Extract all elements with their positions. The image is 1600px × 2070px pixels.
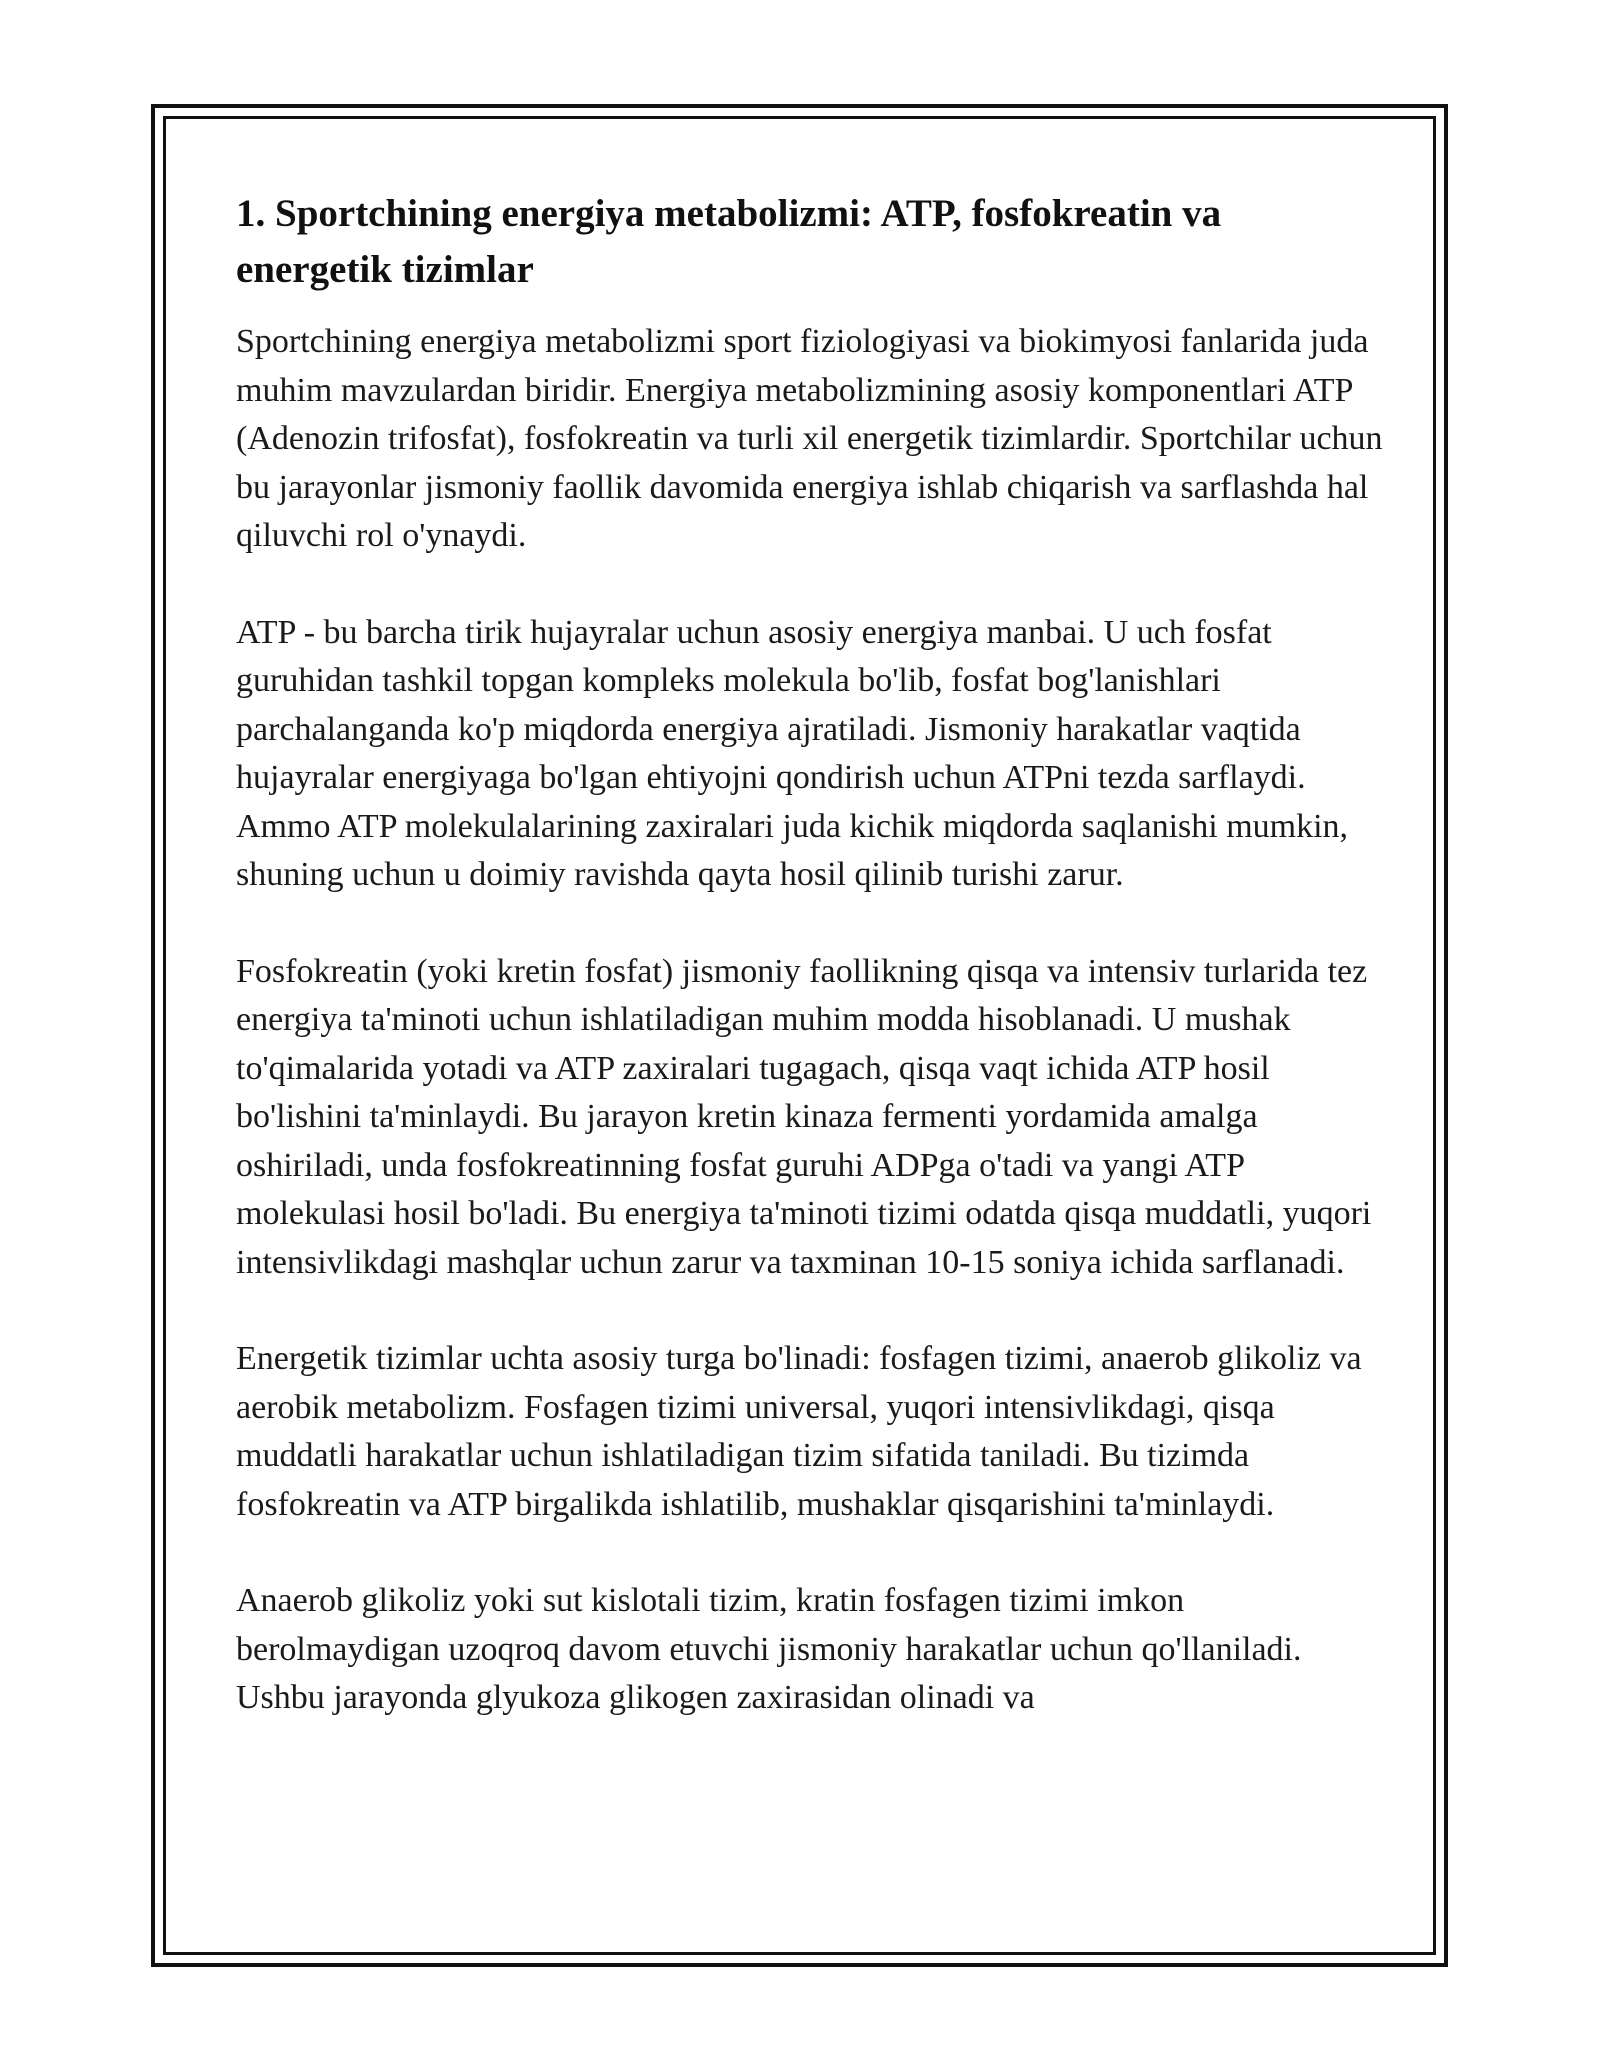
document-body: [236, 186, 1386, 1771]
paragraph-fosfokreatin: Fosfokreatin (yoki kretin fosfat) jismoniy faollikning qisqa va intensiv turlarida tez energiya ta'minoti uchun ishlatiladigan muhim modda hisoblanadi. U mushak to'qimalarida yotadi va ATP zaxiralari tugagach, qisqa vaqt ichida ATP hosil bo'lishini ta'minlaydi. Bu jarayon kretin kinaza fermenti yordamida amalga oshiriladi, unda fosfokreatinning fosfat guruhi ADPga o'tadi va yangi ATP molekulasi hosil bo'ladi. Bu energiya ta'minoti tizimi odatda qisqa muddatli, yuqori intensivlikdagi mashqlar uchun zarur va taxminan 10-15 soniya ichida sarflanadi.: [236, 952, 1372, 1281]
paragraph-anaerob-glikoliz: Anaerob glikoliz yoki sut kislotali tizim, kratin fosfagen tizimi imkon berolmaydigan uzoqroq davom etuvchi jismoniy harakatlar uchun qo'llaniladi. Ushbu jarayonda glyukoza glikogen zaxirasidan olinadi va: [236, 1582, 1302, 1716]
paragraph-atp: ATP - bu barcha tirik hujayralar uchun asosiy energiya manbai. U uch fosfat guruhidan tashkil topgan kompleks molekula bo'lib, fosfat bog'lanishlari parchalanganda ko'p miqdorda energiya ajratiladi. Jismoniy harakatlar vaqtida hujayralar energiyaga bo'lgan ehtiyojni qondirish uchun ATPni tezda sarflaydi. Ammo ATP molekulalarining zaxiralari juda kichik miqdorda saqlanishi mumkin, shuning uchun u doimiy ravishda qayta hosil qilinib turishi zarur.: [236, 613, 1349, 893]
paragraph-intro: Sportchining energiya metabolizmi sport fiziologiyasi va biokimyosi fanlarida juda muhim mavzulardan biridir. Energiya metabolizmining asosiy komponentlari ATP (Adenozin trifosfat), fosfokreatin va turli xil energetik tizimlardir. Sportchilar uchun bu jarayonlar jismoniy faollik davomida energiya ishlab chiqarish va sarflashda hal qiluvchi rol o'ynaydi.: [236, 323, 1383, 554]
section-heading: 1. Sportchining energiya metabolizmi: ATP, fosfokreatin va energetik tizimlar: [236, 192, 1222, 291]
paragraph-energetik-tizimlar: Energetik tizimlar uchta asosiy turga bo'linadi: fosfagen tizimi, anaerob glikoliz va aerobik metabolizm. Fosfagen tizimi universal, yuqori intensivlikdagi, qisqa muddatli harakatlar uchun ishlatiladigan tizim sifatida taniladi. Bu tizimda fosfokreatin va ATP birgalikda ishlatilib, mushaklar qisqarishini ta'minlaydi.: [236, 1340, 1362, 1523]
